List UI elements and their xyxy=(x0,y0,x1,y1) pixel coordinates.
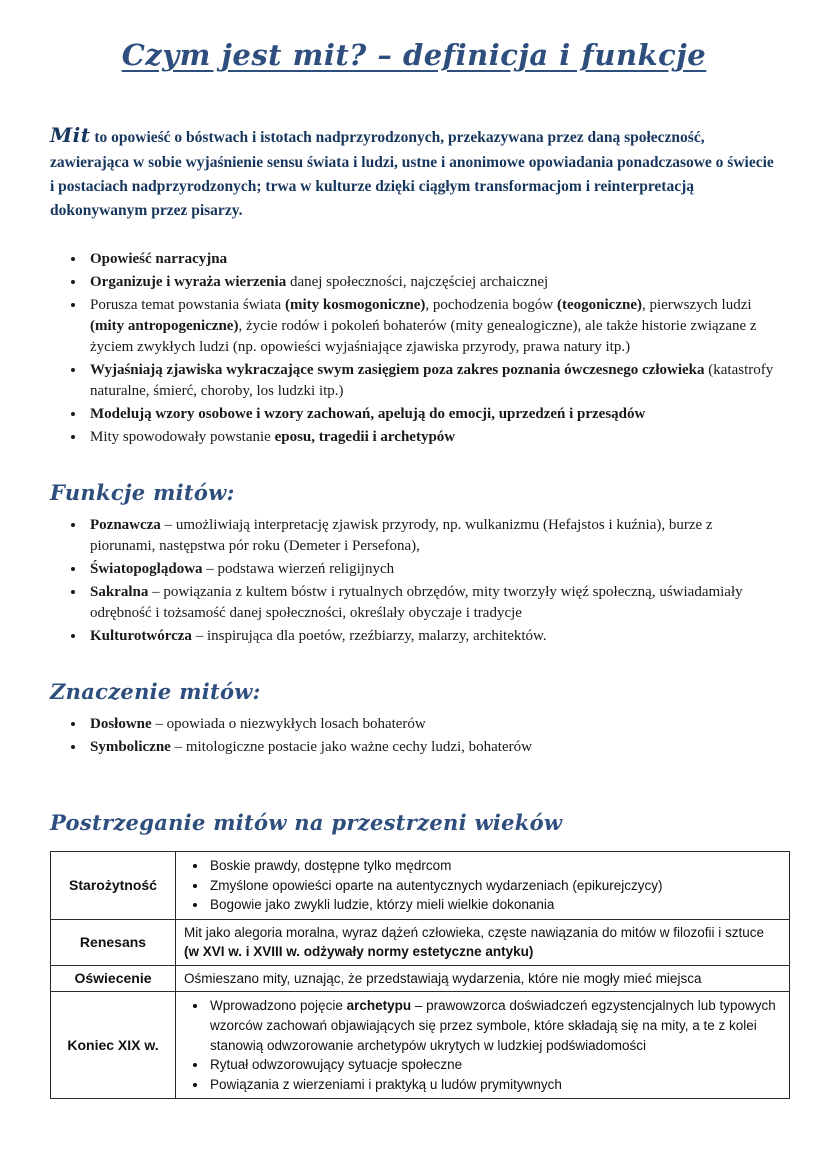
era-cell: Renesans xyxy=(51,919,176,965)
definition-paragraph xyxy=(50,120,778,223)
list-item: • Rytuał odwzorowujący sytuacje społeczne xyxy=(208,1055,781,1075)
list-item: • Kulturotwórcza – inspirująca dla poetów, rzeźbiarzy, malarzy, architektów. xyxy=(86,626,778,647)
list-item: • Symboliczne – mitologiczne postacie jako ważne cechy ludzi, bohaterów xyxy=(86,737,778,758)
list-item: • Organizuje i wyraża wierzenia danej społeczności, najczęściej archaicznej xyxy=(86,272,778,293)
era-content-cell xyxy=(176,919,790,965)
era-cell: Oświecenie xyxy=(51,965,176,992)
list-item: • Bogowie jako zwykli ludzie, którzy mieli wielkie dokonania xyxy=(208,895,781,915)
table-row-oswiecenie xyxy=(51,965,790,992)
table-row-starozytnosc xyxy=(51,852,790,920)
era-content-cell xyxy=(176,965,790,992)
list-item: • Boskie prawdy, dostępne tylko mędrcom xyxy=(208,856,781,876)
era-content-cell xyxy=(176,852,790,920)
list-item: • Powiązania z wierzeniami i praktyką u ludów prymitywnych xyxy=(208,1075,781,1095)
list-item: • Wprowadzono pojęcie archetypu – prawowzorca doświadczeń egzystencjalnych lub typowych wzorców zachowań objawiających się przez symbole, które składają się na mity, a te z kolei stanowią odwzorowanie archetypów ukrytych w ludzkiej podświadomości xyxy=(208,996,781,1055)
era-paragraph: Mit jako alegoria moralna, wyraz dążeń człowieka, częste nawiązania do mitów w filozofii i sztuce (w XVI w. i XVIII w. odżywały normy estetyczne antyku) xyxy=(184,924,764,960)
list-item: • Dosłowne – opowiada o niezwykłych losach bohaterów xyxy=(86,714,778,735)
list-item: • Modelują wzory osobowe i wzory zachowań, apelują do emocji, uprzedzeń i przesądów xyxy=(86,404,778,425)
definition-text: to opowieść o bóstwach i istotach nadprzyrodzonych, przekazywana przez daną społeczność, zawierająca w sobie wyjaśnienie sensu świata i ludzi, ustne i anonimowe opowiadania ponadczasowe o świecie i postaciach nadprzyrodzonych; trwa w kulturze dzięki ciągłym transformacjom i reinterpretacją dokonywanym przez pisarzy. xyxy=(50,129,774,220)
era-content-cell xyxy=(176,992,790,1099)
section-heading-funkcje-mitow: Funkcje mitów: xyxy=(50,480,235,506)
myth-functions-list xyxy=(50,515,778,647)
timeline-table xyxy=(50,851,790,1099)
definition-term: Mit xyxy=(50,123,91,147)
page-title: Czym jest mit? – definicja i funkcje xyxy=(121,38,707,72)
section-heading-znaczenie-mitow: Znaczenie mitów: xyxy=(50,679,261,705)
era-bullet-list xyxy=(184,856,781,915)
era-cell: Koniec XIX w. xyxy=(51,992,176,1099)
list-item: • Sakralna – powiązania z kultem bóstw i rytualnych obrzędów, mity tworzyły więź społeczną, uświadamiały odrębność i tożsamość danej społeczności, określały obyczaje i tradycje xyxy=(86,582,778,624)
myth-features-list xyxy=(50,249,778,448)
table-row-koniec-xix xyxy=(51,992,790,1099)
section-heading-postrzeganie-mitow: Postrzeganie mitów na przestrzeni wieków xyxy=(50,810,563,836)
list-item: • Mity spowodowały powstanie eposu, tragedii i archetypów xyxy=(86,427,778,448)
list-item: • Światopoglądowa – podstawa wierzeń religijnych xyxy=(86,559,778,580)
list-item: • Poznawcza – umożliwiają interpretację zjawisk przyrody, np. wulkanizmu (Hefajstos i kuźnia), burze z piorunami, następstwa pór roku (Demeter i Persefona), xyxy=(86,515,778,557)
list-item: • Opowieść narracyjna xyxy=(86,249,778,270)
myth-meanings-list xyxy=(50,714,778,758)
list-item: • Zmyślone opowieści oparte na autentycznych wydarzeniach (epikurejczycy) xyxy=(208,876,781,896)
table-row-renesans xyxy=(51,919,790,965)
era-cell: Starożytność xyxy=(51,852,176,920)
era-paragraph: Ośmieszano mity, uznając, że przedstawiają wydarzenia, które nie mogły mieć miejsca xyxy=(184,970,702,986)
list-item: • Porusza temat powstania świata (mity kosmogoniczne), pochodzenia bogów (teogoniczne), pierwszych ludzi (mity antropogeniczne), życie rodów i pokoleń bohaterów (mity genealogiczne), ale także historie związane z życiem zwykłych ludzi (np. opowieści wyjaśniające zjawiska przyrody, prawa natury itp.) xyxy=(86,295,778,358)
list-item: • Wyjaśniają zjawiska wykraczające swym zasięgiem poza zakres poznania ówczesnego człowieka (katastrofy naturalne, śmierć, choroby, los ludzki itp.) xyxy=(86,360,778,402)
era-bullet-list xyxy=(184,996,781,1094)
